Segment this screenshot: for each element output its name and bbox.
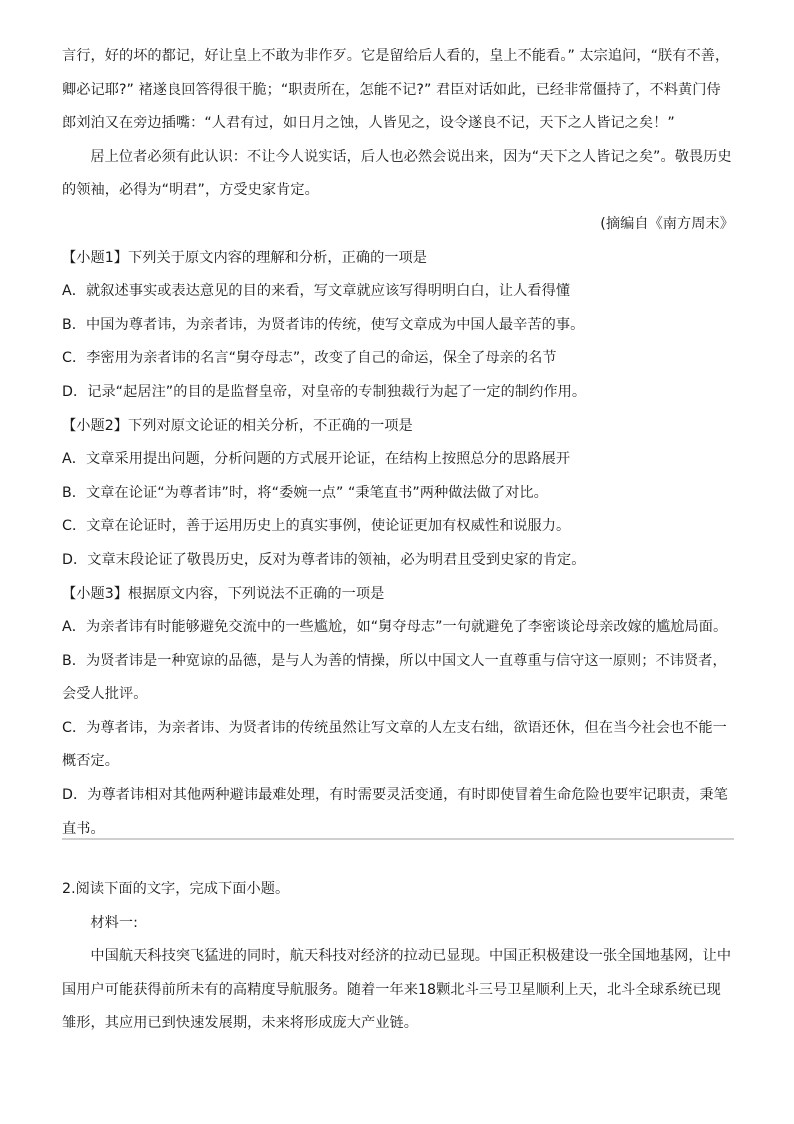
question-2-option-c: C．文章在论证时，善于运用历史上的真实事例，使论证更加有权威性和说服力。	[62, 518, 571, 535]
section-2	[62, 873, 734, 1041]
question-3-stem: 【小题3】根据原文内容，下列说法不正确的一项是	[62, 585, 385, 602]
question-1-option-b: B．中国为尊者讳，为亲者讳，为贤者讳的传统，使写文章成为中国人最辛苦的事。	[62, 316, 585, 333]
passage-paragraph-2: 居上位者必须有此认识：不让今人说实话，后人也必然会说出来，因为“天下之人皆记之矣”。敬畏历史的领袖，必得为“明君”，方受史家肯定。	[62, 148, 732, 199]
question-3	[62, 578, 734, 847]
question-3-option-d: D．为尊者讳相对其他两种避讳最难处理，有时需要灵活变通，有时即使冒着生命危险也要牢记职责，秉笔直书。	[62, 787, 728, 837]
question-1-option-a: A．就叙述事实或表达意见的目的来看，写文章就应该写得明明白白，让人看得懂	[62, 283, 571, 300]
question-2	[62, 410, 734, 578]
question-1	[62, 242, 734, 410]
question-3-option-c: C．为尊者讳，为亲者讳、为贤者讳的传统虽然让写文章的人左支右绌，欲语还休，但在当今社会也不能一概否定。	[62, 719, 727, 770]
section-divider	[62, 838, 734, 840]
question-2-option-b: B．文章在论证“为尊者讳”时，将“委婉一点” “秉笔直书”两种做法做了对比。	[62, 484, 548, 501]
question-3-option-b: B．为贤者讳是一种宽谅的品德，是与人为善的情操，所以中国文人一直尊重与信守这一原则；不讳贤者，会受人批评。	[62, 652, 727, 703]
passage-source: (摘编自《南方周末》	[600, 215, 734, 232]
material-1-label: 材料一:	[90, 914, 138, 931]
material-1-paragraph: 中国航天科技突飞猛进的同时，航天科技对经济的拉动已显现。中国正积极建设一张全国地基网，让中国用户可能获得前所未有的高精度导航服务。随着一年来18颗北斗三号卫星顺利上天，北斗全球系统已现雏形，其应用已到快速发展期，未来将形成庞大产业链。	[62, 948, 732, 1032]
question-3-option-a: A．为亲者讳有时能够避免交流中的一些尴尬，如“舅夺母志”一句就避免了李密谈论母亲改嫁的尴尬局面。	[62, 619, 728, 636]
question-2-option-a: A．文章采用提出问题，分析问题的方式展开论证，在结构上按照总分的思路展开	[62, 451, 571, 468]
question-2-stem: 【小题2】下列对原文论证的相关分析，不正确的一项是	[62, 417, 413, 434]
question-1-option-d: D．记录“起居注”的目的是监督皇帝，对皇帝的专制独裁行为起了一定的制约作用。	[62, 383, 587, 400]
question-2-option-d: D．文章末段论证了敬畏历史，反对为尊者讳的领袖，必为明君且受到史家的肯定。	[62, 551, 586, 568]
question-1-stem: 【小题1】下列关于原文内容的理解和分析，正确的一项是	[62, 249, 428, 266]
section-2-heading: 2.阅读下面的文字，完成下面小题。	[62, 881, 290, 897]
question-1-option-c: C．李密用为亲者讳的名言“舅夺母志”，改变了自己的命运，保全了母亲的名节	[62, 350, 557, 367]
document-page-top	[62, 40, 734, 846]
passage-paragraph-1: 言行，好的坏的都记，好让皇上不敢为非作歹。它是留给后人看的，皇上不能看。” 太宗追问，“朕有不善，卿必记耶?” 褚遂良回答得很干脆；“职责所在，怎能不记?” 君臣对话如此，已经非常僵持了，不料黄门侍郎刘泊又在旁边插嘴：“人君有过，如日月之蚀，人皆见之，设令遂良不记，天下之人皆记之矣！”	[62, 48, 730, 132]
